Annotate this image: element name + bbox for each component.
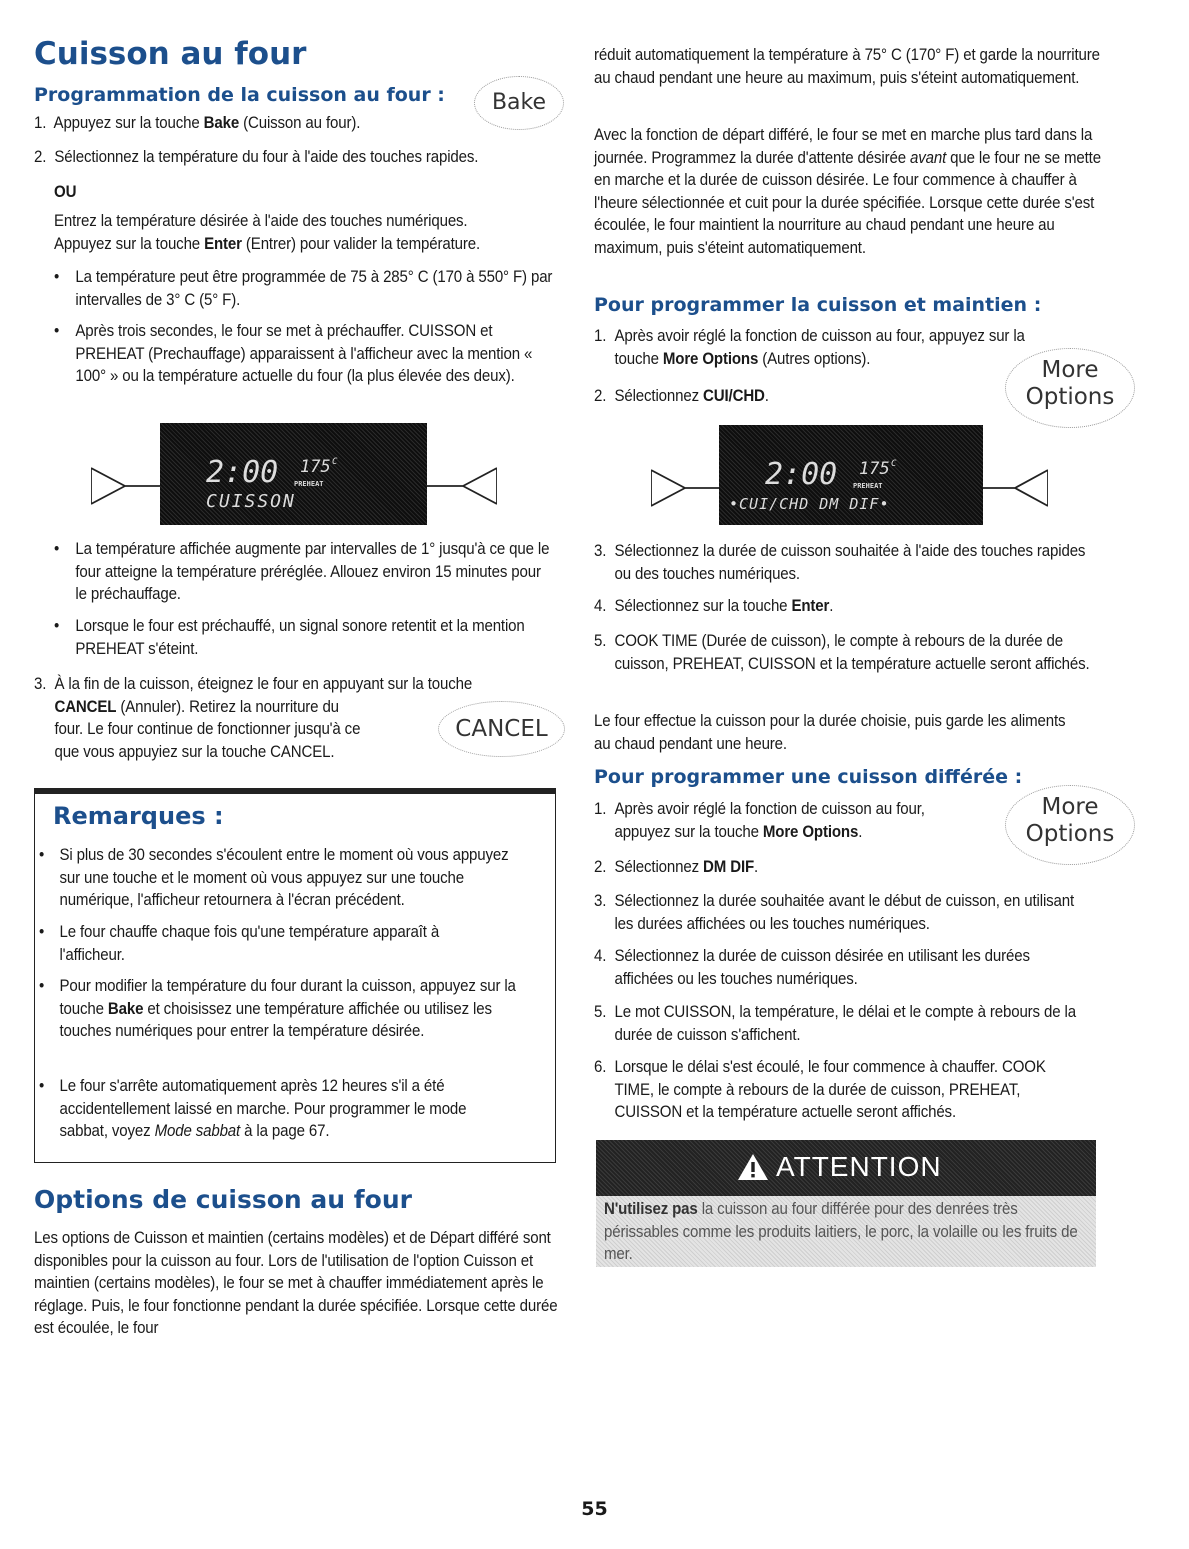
oven-display-cuisson	[160, 423, 427, 525]
section-heading-differee: Pour programmer une cuisson différée :	[594, 766, 1023, 788]
display-unit: C	[891, 459, 897, 469]
step-text: COOK TIME (Durée de cuisson), le compte à rebours de la durée de cuisson, PREHEAT, CUISSON et la température actuelle seront affichés.	[614, 632, 1090, 673]
more-options-key-icon	[1005, 785, 1135, 865]
display-preheat: PREHEAT	[853, 482, 883, 490]
page-number: 55	[581, 1498, 608, 1520]
display-temp: 175	[859, 459, 890, 479]
right-paragraph-1: réduit automatiquement la température à 75° C (170° F) et garde la nourriture au chaud pendant une heure au maximum, puis s'éteint automatiquement.	[594, 46, 1100, 87]
step-text: Appuyez sur la touche	[53, 114, 204, 132]
step-text: Après avoir réglé la fonction de cuisson au four, appuyez sur la	[614, 327, 1025, 345]
step-text: Sélectionnez sur la touche	[614, 597, 792, 615]
warning-emphasis: N'utilisez pas	[604, 1200, 698, 1218]
more-options-key-icon	[1005, 348, 1135, 428]
step-text: Sélectionnez la température du four à l'aide des touches rapides.	[54, 148, 479, 166]
more-options-key-ref: More Options	[762, 822, 859, 841]
display-unit: C	[332, 457, 338, 467]
bullet-text: La température peut être programmée de 75 à 285° C (170 à 550° F) par intervalles de 3° C (5° F).	[75, 268, 553, 309]
or-label: OU	[54, 183, 77, 201]
step-number: 5.	[594, 1003, 607, 1021]
options-heading: Options de cuisson au four	[34, 1185, 412, 1214]
display-pointer-left-icon	[91, 466, 161, 506]
step-text: (Annuler). Retirez la nourriture du	[116, 697, 339, 716]
cancel-key-ref: CANCEL	[54, 697, 117, 716]
bake-key-ref: Bake	[107, 999, 144, 1018]
warning-body: la cuisson au four différée pour des denrées très périssables comme les produits laitiers, le porc, la volaille ou les fruits de mer.	[604, 1200, 1078, 1264]
step-text: touche	[614, 349, 663, 368]
step-text: Sélectionnez la durée de cuisson souhaitée à l'aide des touches rapides ou des touches numériques.	[614, 542, 1086, 583]
remark-text: Pour modifier la température du four durant la cuisson, appuyez sur la touche	[59, 977, 516, 1018]
step-number: 2.	[594, 858, 607, 876]
step-text: .	[764, 387, 769, 405]
remarques-box: Remarques : • Si plus de 30 secondes s'écoulent entre le moment où vous appuyez sur une touche et le moment où vous appuyez sur une touche numérique, l'afficheur retournera à l'écran précédent. • Le four chauffe chaque fois qu'une température apparaît à l'afficheur. • Pour modifier la température du four durant la cuisson, appuyez sur la touche Bake et choisissez une température affichée ou utilisez les touches numériques pour entrer la température désirée. • Le four s'arrête automatiquement après 12 heures s'il a été accidentellement laissé en marche. Pour programmer le mode sabbat, voyez Mode sabbat à la page 67.	[34, 788, 556, 1163]
cancel-key-icon	[438, 701, 565, 757]
step-number: 4.	[594, 947, 607, 965]
bullet-text: Lorsque le four est préchauffé, un signal sonore retentit et la mention PREHEAT s'éteint.	[75, 617, 525, 658]
step-text: .	[829, 597, 834, 615]
display-preheat: PREHEAT	[294, 480, 324, 488]
step-text: Lorsque le délai s'est écoulé, le four commence à chauffer. COOK TIME, le compte à rebours de la durée de cuisson, PREHEAT, CUISSON et la température actuelle seront affichés.	[614, 1058, 1046, 1122]
display-temp: 175	[300, 457, 331, 477]
remark-text: à la page 67.	[240, 1122, 330, 1141]
step-number: 5.	[594, 632, 607, 650]
remark-text	[39, 975, 527, 1043]
warning-triangle-icon	[737, 1153, 769, 1181]
warning-text	[604, 1198, 1092, 1266]
bullet-text: Après trois secondes, le four se met à préchauffer. CUISSON et PREHEAT (Prechauffage) apparaissent à l'afficheur avec la mention « 100° » ou la température actuelle du four (la plus élevée des deux).	[75, 322, 533, 386]
step-text: Sélectionnez	[614, 858, 704, 876]
step-text: Entrez la température désirée à l'aide des touches numériques.	[54, 212, 468, 230]
bullet-text: La température affichée augmente par intervalles de 1° jusqu'à ce que le four atteigne la température préréglée. Allouez environ 15 minutes pour le préchauffage.	[75, 540, 550, 604]
remark-text: Si plus de 30 secondes s'écoulent entre le moment où vous appuyez sur une touche et le moment où vous appuyez sur une touche numérique, l'afficheur retournera à l'écran précédent.	[59, 846, 509, 910]
step-text	[614, 821, 1031, 844]
step-text: Après avoir réglé la fonction de cuisson au four,	[614, 800, 925, 818]
remark-text: et choisissez une température affichée ou utilisez les touches numériques pour entrer la température désirée.	[59, 999, 492, 1041]
display-pointer-right-icon	[983, 468, 1048, 508]
sabbat-link-ref: Mode sabbat	[154, 1122, 241, 1141]
display-mode: CUISSON	[206, 491, 296, 512]
display-pointer-right-icon	[427, 466, 497, 506]
cancel-key-label: CANCEL	[455, 716, 548, 742]
paragraph-text: que le four ne se mette en marche et la durée de cuisson désirée. Le four commence à chauffer à l'heure sélectionnée et cuit pour la durée spécifiée. Lorsque cette durée s'est écoulée, le four maintient la nourriture au chaud pendant une heure au maximum, puis s'éteint automatiquement.	[594, 148, 1101, 257]
dm-dif-ref: DM DIF	[703, 858, 755, 876]
step-text	[54, 233, 575, 256]
step-text: Sélectionnez	[614, 387, 704, 405]
step-text: .	[754, 858, 759, 876]
warning-header	[596, 1140, 1096, 1196]
more-key-label: More	[1041, 357, 1099, 383]
more-key-label: More	[1041, 794, 1099, 820]
remarques-heading: Remarques :	[53, 802, 224, 830]
step-text: Le mot CUISSON, la température, le délai et le compte à rebours de la durée de cuisson s'affichent.	[614, 1003, 1076, 1044]
step-text: Sélectionnez la durée souhaitée avant le début de cuisson, en utilisant les durées affichées ou les touches numériques.	[614, 892, 1075, 933]
emphasis-avant: avant	[909, 148, 947, 167]
step-text: (Autres options).	[758, 349, 871, 368]
step-text: (Entrer) pour valider la température.	[241, 234, 481, 253]
display-time: 2:00	[206, 455, 279, 490]
step-number: 3.	[594, 542, 607, 560]
step-text	[594, 856, 1189, 879]
step-number: 3.	[594, 892, 607, 910]
remark-text: Le four s'arrête automatiquement après 12 heures s'il a été accidentellement laissé en marche. Pour programmer le mode sabbat, voyez	[59, 1077, 467, 1141]
display-pointer-left-icon	[651, 468, 721, 508]
warning-box	[596, 1140, 1096, 1267]
step-text: (Cuisson au four).	[239, 114, 361, 132]
oven-display-cui-chd	[719, 425, 983, 525]
step-number: 3.	[34, 675, 47, 693]
display-mode: •CUI/CHD DM DIF•	[729, 495, 890, 513]
enter-key-ref: Enter	[204, 234, 242, 253]
step-text: Appuyez sur la touche	[54, 234, 205, 253]
warning-title: ATTENTION	[776, 1151, 942, 1182]
step-text: .	[858, 822, 863, 841]
remark-text	[39, 1075, 504, 1143]
paragraph-text: Avec la fonction de départ différé, le four se met en marche plus tard dans la journée. Programmez la durée d'attente désirée	[594, 126, 1093, 167]
step-number: 1.	[34, 114, 47, 132]
step-text	[594, 595, 1189, 618]
step-text: Sélectionnez la durée de cuisson désirée en utilisant les durées affichées ou les touches numériques.	[614, 947, 1030, 988]
bake-key-label: Bake	[491, 90, 547, 115]
step-number: 2.	[34, 148, 47, 166]
step-text: appuyez sur la touche	[614, 822, 763, 841]
bake-key-ref: Bake	[203, 114, 240, 132]
step-number: 1.	[594, 800, 607, 818]
more-options-key-ref: More Options	[662, 349, 759, 368]
options-key-label: Options	[1025, 384, 1115, 410]
right-paragraph-2	[594, 124, 1107, 260]
options-paragraph: Les options de Cuisson et maintien (certains modèles) et de Départ différé sont disponibles pour la cuisson au four. Lors de l'utilisation de l'option Cuisson et maintien (certains modèles), le four se met à chauffer immédiatement après le réglage. Puis, le four fonctionne pendant la durée spécifiée. Lorsque cette durée est écoulée, le four	[34, 1229, 558, 1338]
enter-key-ref: Enter	[791, 597, 830, 615]
step-text: À la fin de la cuisson, éteignez le four en appuyant sur la touche	[54, 675, 473, 693]
display-time: 2:00	[765, 457, 838, 492]
remark-text: Le four chauffe chaque fois qu'une température apparaît à l'afficheur.	[59, 923, 440, 964]
step-text: que vous appuyiez sur la touche CANCEL.	[54, 742, 335, 761]
step-number: 2.	[594, 387, 607, 405]
options-key-label: Options	[1025, 821, 1115, 847]
step-number: 4.	[594, 597, 607, 615]
step-text: four. Le four continue de fonctionner jusqu'à ce	[54, 720, 361, 739]
step-number: 6.	[594, 1058, 607, 1076]
step-number: 1.	[594, 327, 607, 345]
page-title: Cuisson au four	[34, 36, 307, 72]
cui-chd-ref: CUI/CHD	[703, 387, 765, 405]
section-heading-programmation: Programmation de la cuisson au four :	[34, 84, 445, 106]
maintien-paragraph: Le four effectue la cuisson pour la durée choisie, puis garde les aliments au chaud pendant une heure.	[594, 712, 1066, 753]
section-heading-maintien: Pour programmer la cuisson et maintien :	[594, 294, 1042, 316]
